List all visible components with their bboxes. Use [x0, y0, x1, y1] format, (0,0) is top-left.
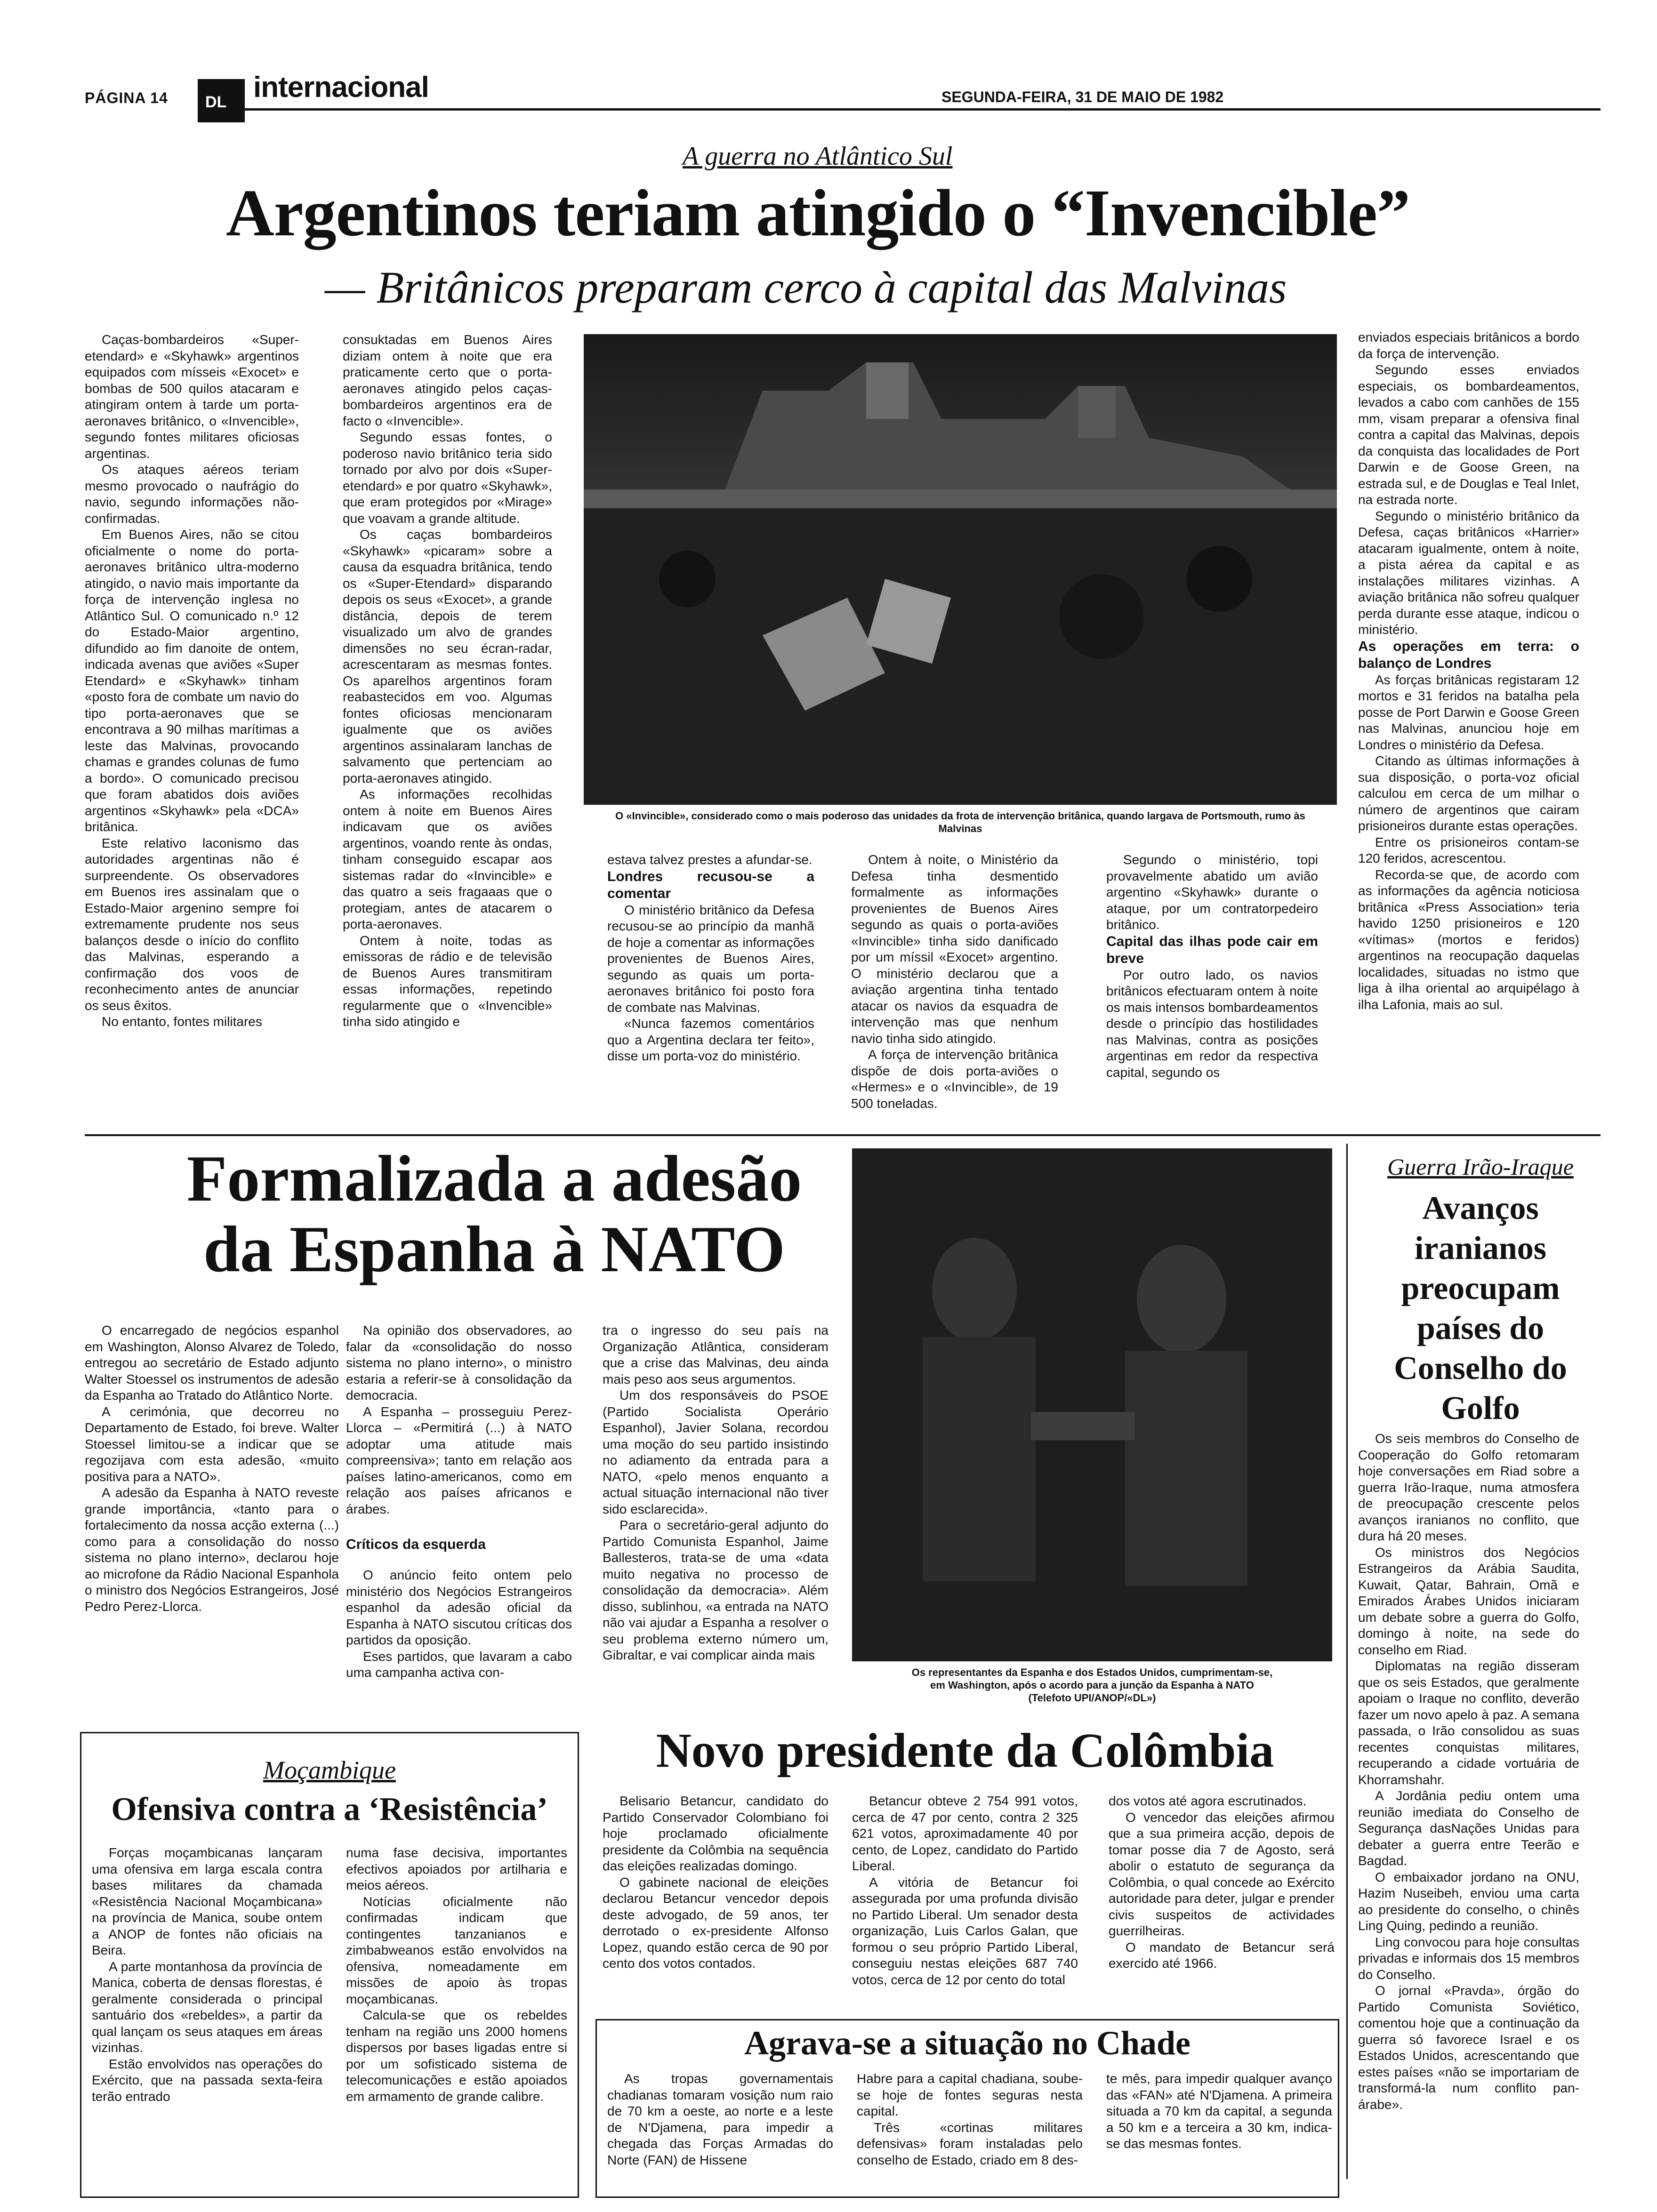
page-mark-badge [198, 79, 245, 122]
paragraph: Por outro lado, os navios britânicos efectuaram ontem à noite os mais intensos bombardeamentos desde o princípio das hostilidades nas Malvinas, contra as posições argentinas em redor da respectiva capital, segundo os [1106, 967, 1318, 1080]
paragraph: Forças moçambicanas lançaram uma ofensiva em larga escala contra bases militares da chamada «Resistência Nacional Moçambicana» na província de Manica, soube ontem a ANOP de fontes não oficiais na Beira. [92, 1845, 322, 1957]
paragraph: Ling convocou para hoje consultas privadas e informais dos 15 membros do Conselho. [1358, 1934, 1579, 1982]
paragraph: A cerimónia, que decorreu no Departamento de Estado, foi breve. Walter Stoessel limitou-se a indicar que se regozijava com esta adesão, «muito positiva para a NATO». [85, 1404, 339, 1484]
lead-bottom-rule [85, 1134, 1601, 1136]
paragraph: Para o secretário-geral adjunto do Partido Comunista Espanhol, Jaime Ballesteros, trata-se de uma «data muito negativa no processo de consolidação da democracia». Além disso, sublinhou, «a entrada na NATO não vai ajudar a Espanha a resolver o seu problema externo número um, Gibraltar, e vai complicar ainda mais [603, 1518, 828, 1662]
invincible-photo [584, 334, 1337, 805]
lead-subheadline: — Britânicos preparam cerco à capital das Malvinas [325, 262, 1287, 313]
paragraph: tra o ingresso do seu país na Organização Atlântica, consideram que a crise das Malvinas, deu ainda mais peso aos seus argumentos. [603, 1323, 828, 1387]
paragraph: Habre para a capital chadiana, soube-se hoje de fontes seguras nesta capital. [857, 2071, 1083, 2118]
mozambique-column-1 [92, 1845, 322, 2184]
paragraph: «Nunca fazemos comentários quo a Argentina declara ter feito», disse um porta-voz do ministério. [607, 1016, 814, 1063]
invincible-photo-graphic [584, 334, 1337, 805]
paragraph: Segundo esses enviados especiais, os bombardeamentos, levados a cabo com canhões de 155 mm, visam preparar a ofensiva final contra a capital das Malvinas, depois da conquista das localidades de Port Darwin e de Goose Green, na estrada sul, e de Douglas e Teal Inlet, na estrada norte. [1358, 362, 1579, 507]
paragraph: Betancur obteve 2 754 991 votos, cerca de 47 por cento, contra 2 325 621 votos, aproximadamente 40 por cento, de Lopez, candidato do Partido Liberal. [852, 1794, 1078, 1873]
nato-photo [852, 1148, 1332, 1661]
paragraph: O anúncio feito ontem pelo ministério dos Negócios Estrangeiros espanhol da adesão oficial da Espanha à NATO siscutou críticas dos partidos da oposição. [346, 1568, 572, 1647]
paragraph: Os ataques aéreos teriam mesmo provocado o naufrágio do navio, segundo informações não-confirmadas. [85, 462, 299, 526]
paragraph: Segundo o ministério, topi provavelmente abatido um avião argentino «Skyhawk» durante o ataque, por um contratorpedeiro britânico. [1106, 852, 1318, 932]
paragraph: Belisario Betancur, candidato do Partido Conservador Colombiano foi hoje proclamado oficialmente presidente da Colômbia na sequência das eleições realizadas domingo. [603, 1794, 828, 1873]
colombia-column-3 [1109, 1793, 1335, 2014]
lead-column-6 [1358, 329, 1579, 1130]
paragraph: enviados especiais britânicos a bordo da força de intervenção. [1358, 330, 1579, 361]
mozambique-headline: Ofensiva contra a ‘Resistência’ [111, 1791, 548, 1827]
nato-photo-graphic [852, 1148, 1332, 1661]
section-title: internacional [253, 71, 429, 104]
masthead [0, 0, 1657, 122]
paragraph: dos votos até agora escrutinados. [1109, 1794, 1307, 1808]
paragraph: Recorda-se que, de acordo com as informações da agência noticiosa britânica «Press Association» teria havido 1250 prisioneiros e 120 «vítimas» (mortos e feridos) argentinos na reocupação daquelas localidades, situadas no istmo que liga à ilha oriental ao arquipélago à ilha Lafonia, mais ao sul. [1358, 867, 1579, 1012]
lead-column-1 [85, 332, 299, 1127]
paragraph: Ontem à noite, todas as emissoras de rádio e de televisão de Buenos Aures transmitiram essas informações, repetindo regularmente que o «Invencible» tinha sido atingido e [343, 933, 552, 1029]
nato-column-3 [603, 1322, 828, 1723]
paragraph: numa fase decisiva, importantes efectivos apoiados por artilharia e meios aéreos. [346, 1845, 567, 1892]
paragraph: O embaixador jordano na ONU, Hazim Nuseibeh, enviou uma carta ao presidente do conselho, o chinês Ling Quing, pedindo a reunião. [1358, 1869, 1579, 1933]
page-mark-text: DL [205, 93, 227, 111]
paragraph: A adesão da Espanha à NATO reveste grande importância, «tanto para o fortalecimento da nossa acção externa (...) como para a consolidação do nosso sistema no plano interno», declarou hoje ao microfone da Rádio Nacional Espanhola o ministro dos Negócios Estrangeiros, José Pedro Perez-Llorca. [85, 1485, 339, 1614]
paragraph: As informações recolhidas ontem à noite em Buenos Aires indicavam que os aviões argentinos, voando rente às ondas, tinham conseguido escapar aos sistemas radar do «Invincible» e das quatro a seis fragaaas que o protegiam, antes de atacarem o porta-aeronaves. [343, 787, 552, 931]
paragraph: O encarregado de negócios espanhol em Washington, Alonso Alvarez de Toledo, entregou ao secretário de Estado adjunto Walter Stoessel os instrumentos de adesão da Espanha ao Tratado do Atlântico Norte. [85, 1323, 339, 1403]
paragraph: Caças-bombardeiros «Super-etendard» e «Skyhawk» argentinos equipados com mísseis «Exocet» e bombas de 500 quilos atacaram e atingiram ontem à tarde um porta-aeronaves britânico, o «Invencible», segundo fontes militares oficiosas argentinas. [85, 332, 299, 461]
chad-headline: Agrava-se a situação no Chade [744, 2024, 1190, 2062]
lead-column-2 [343, 332, 552, 1127]
gulf-headline: Avanços iranianos preocupam países do Conselho do Golfo [1394, 1190, 1567, 1427]
paragraph: As forças britânicas registaram 12 mortos e 31 feridos na batalha pela posse de Port Darwin e Goose Green nas Malvinas, anunciou hoje em Londres o ministério da Defesa. [1358, 672, 1579, 752]
paragraph: A Jordânia pediu ontem uma reunião imediata do Conselho de Segurança dasNações Unidas para debater a guerra entre Teerão e Bagdad. [1358, 1788, 1579, 1868]
mozambique-kicker: Moçambique [263, 1756, 396, 1784]
paragraph: estava talvez prestes a afundar-se. [607, 852, 812, 867]
gulf-kicker: Guerra Irão-Iraque [1387, 1154, 1574, 1180]
paragraph: A vitória de Betancur foi assegurada por uma profunda divisão no Partido Liberal. Um senador desta organização, Luis Carlos Galan, que formou o seu próprio Partido Liberal, conseguiu nestas eleições 687 740 votos, cerca de 12 por cento do total [852, 1875, 1078, 1987]
paragraph: Os seis membros do Conselho de Cooperação do Golfo retomaram hoje conversações em Riad sobre a guerra Irão-Iraque, numa atmosfera de preocupação crescente pelos avanços iranianos no conflito, que dura há 20 meses. [1358, 1431, 1579, 1543]
paragraph: Diplomatas na região disseram que os seis Estados, que geralmente apoiam o Iraque no conflito, deverão fazer um novo apelo à paz. A semana passada, o Irão consolidou as suas recentes conquistas militares, recuperando a cidade vortuária de Khorramshahr. [1358, 1659, 1579, 1787]
paragraph: Notícias oficialmente não confirmadas indicam que contingentes tanzanianos e zimbabweanos estão envolvidos na ofensiva, nomeadamente em missões de apoio às tropas moçambicanas. [346, 1894, 567, 2006]
paragraph: Ontem à noite, o Ministério da Defesa tinha desmentido formalmente as informações provenientes de Buenos Aires segundo as quais o porta-aviões «Invincible» tinha sido danificado por um míssil «Exocet» argentino. O ministério declarou que a aviação argentina tinha tentado atacar os navios da esquadra de intervenção mas que nenhum navio tinha sido atingido. [851, 852, 1058, 1046]
paragraph: A Espanha – prosseguiu Perez-Llorca – «Permitirá (...) à NATO adoptar uma atitude mais compreensiva»; tanto em relação aos países latino-americanos, como em relação aos países africanos e árabes. [346, 1404, 572, 1516]
lead-column-5 [1106, 852, 1318, 1130]
chad-column-1 [607, 2071, 833, 2193]
paragraph: Três «cortinas militares defensivas» foram instaladas pelo conselho de Estado, criado em 8 des- [857, 2120, 1083, 2167]
colombia-column-1 [603, 1793, 828, 2014]
paragraph: Um dos responsáveis do PSOE (Partido Socialista Operário Espanhol), Javier Solana, recordou uma moção do seu partido insistindo no adiamento da entrada para a NATO, «pelo menos enquanto a actual situação internacional não tiver sido esclarecida». [603, 1388, 828, 1516]
subheading-operations: As operações em terra: o balanço de Londres [1358, 638, 1579, 671]
lead-column-4 [851, 852, 1058, 1130]
paragraph: Este relativo laconismo das autoridades argentinas não é surpreendente. Os observadores em Buenos ires assinalam que o Estado-Maior argenino sempre foi extremamente prudente nos seus balanços desde o início do conflito das Malvinas, esperando a confirmação dos voos de reconhecimento antes de anunciar os seus êxitos. [85, 835, 299, 1013]
lead-column-3 [607, 852, 814, 1130]
paragraph: Os caças bombardeiros «Skyhawk» «picaram» sobre a causa da esquadra britânica, tendo os «Super-Etendard» disparando depois os seus «Exocet», a grande distância, depois de terem visualizado um alvo de grandes dimensões no seu écran-radar, acrescentaram as mesmas fontes. Os aparelhos argentinos foram reabastecidos em voo. Algumas fontes oficiosas mencionaram igualmente que os aviões argentinos assinalaram lanchas de salvamento que pertenciam ao porta-aeronaves atingido. [343, 527, 552, 785]
paragraph: Citando as últimas informações à sua disposição, o porta-voz oficial calculou em cerca de um milhar o número de argentinos que cairam prisioneiros durante estas operações. [1358, 753, 1579, 833]
chad-column-3 [1106, 2071, 1332, 2193]
paragraph: te mês, para impedir qualquer avanço das «FAN» até N'Djamena. A primeira situada a 70 km da capital, a segunda a 50 km e a terceira a 30 km, indica-se das mesmas fontes. [1106, 2071, 1332, 2151]
page-date: SEGUNDA-FEIRA, 31 DE MAIO DE 1982 [941, 88, 1224, 105]
nato-column-1 [85, 1322, 339, 1723]
paragraph: Os ministros dos Negócios Estrangeiros da Arábia Saudita, Kuwait, Qatar, Bahrain, Omã e Emirados Árabes Unidos iniciaram um debate sobre a guerra do Golfo, domingo à noite, na sede do conselho em Riad. [1358, 1545, 1579, 1657]
subheading-critics: Críticos da esquerda [346, 1537, 486, 1552]
paragraph: Em Buenos Aires, não se citou oficialmente o nome do porta-aeronaves britânico ultra-moderno atingido, o navio mais importante da força de intervenção inglesa no Atlântico Sul. O comunicado n.º 12 do Estado-Maior argentino, difundido ao fim danoite de ontem, indicada avenas que aviões «Super Etendard» e «Skyhawk» tinham «posto fora de combate um navio do tipo porta-aeronaves que se encontrava a 90 milhas marítimas a leste das Malvinas, provocando chamas e grandes colunas de fumo a bordo». O comunicado precisou que foram abatidos dois aviões argentinos «Skyhawk» pela «DCA» britânica. [85, 527, 299, 834]
nato-caption-line-1: Os representantes da Espanha e dos Estados Unidos, cumprimentam-se, [911, 1667, 1273, 1678]
paragraph: Calcula-se que os rebeldes tenham na região uns 2000 homens dispersos por bases ligadas entre si por um sofisticado sistema de telecomunicações e estão apoiados em armamento de grande calibre. [346, 2008, 567, 2104]
paragraph: O vencedor das eleições afirmou que a sua primeira acção, depois de tomar posse dia 7 de Agosto, será abolir o estatuto de segurança da Colômbia, o qual concede ao Exército autoridade para deter, julgar e prender civis suspeitos de actividades guerrilheiras. [1109, 1810, 1335, 1938]
paragraph: No entanto, fontes militares [102, 1014, 262, 1029]
gulf-divider [1346, 1144, 1348, 2179]
nato-caption-line-2: em Washington, após o acordo para a junção da Espanha à NATO [930, 1679, 1254, 1691]
paragraph: O jornal «Pravda», órgão do Partido Comunista Soviético, comentou hoje que a continuação da guerra só favorece Israel e os Estados Unidos, acrescentando que estes países «não se importariam de transformá-la num conflito pan-árabe». [1358, 1983, 1579, 2112]
lead-kicker: A guerra no Atlântico Sul [683, 142, 953, 171]
nato-headline-line-1: Formalizada a adesão [186, 1142, 802, 1215]
chad-column-2 [857, 2071, 1083, 2193]
paragraph: Eses partidos, que lavaram a cabo uma campanha activa con- [346, 1649, 572, 1680]
paragraph: A força de intervenção britânica dispõe de dois porta-aviões o «Hermes» e o «Invincible», de 19 500 toneladas. [851, 1047, 1058, 1111]
nato-headline [141, 1144, 847, 1285]
page-number: PÁGINA 14 [85, 89, 168, 106]
colombia-column-2 [852, 1793, 1078, 2014]
nato-column-2 [346, 1322, 572, 1723]
nato-headline-line-2: da Espanha à NATO [203, 1213, 785, 1286]
gulf-body [1358, 1431, 1579, 2184]
paragraph: Segundo o ministério britânico da Defesa, caças britânicos «Harrier» atacaram igualmente, ontem à noite, a pista aérea da capital e as instalações militares vizinhas. A aviação britânica não sofreu qualquer perda durante esse ataque, indicou o ministério. [1358, 508, 1579, 637]
subheading-london: Londres recusou-se a comentar [607, 868, 814, 901]
paragraph: Estão envolvidos nas operações do Exército, que na passada sexta-feira terão entrado [92, 2056, 322, 2104]
paragraph: Na opinião dos observadores, ao falar da «consolidação do nosso sistema no plano interno», o ministro estaria a referir-se à consolidação da democracia. [346, 1323, 572, 1403]
paragraph: A parte montanhosa da província de Manica, coberta de densas florestas, é geralmente considerada o principal santuário dos «rebeldes», a partir da qual lançam os seus ataques em áreas vizinhas. [92, 1959, 322, 2055]
paragraph: O mandato de Betancur será exercido até 1966. [1109, 1940, 1335, 1971]
invincible-photo-caption: O «Invincible», considerado como o mais poderoso das unidades da frota de intervenção britânica, quando largava de Portsmouth, rumo às Malvinas [615, 810, 1305, 834]
colombia-headline: Novo presidente da Colômbia [656, 1723, 1274, 1778]
mozambique-column-2 [346, 1845, 567, 2184]
paragraph: O ministério britânico da Defesa recusou-se ao princípio da manhã de hoje a comentar as informações provenientes de Buenos Aires, segundo as quais um porta-aeronaves britânico foi posto fora de combate nas Malvinas. [607, 902, 814, 1015]
nato-caption-line-3: (Telefoto UPI/ANOP/«DL») [1028, 1692, 1156, 1704]
paragraph: As tropas governamentais chadianas tomaram vosição num raio de 70 km a oeste, ao norte e a leste de N'Djamena, para impedir a chegada das Forças Armadas do Norte (FAN) de Hissene [607, 2071, 833, 2167]
paragraph: O gabinete nacional de eleições declarou Betancur vencedor depois deste advogado, de 59 anos, ter derrotado o ex-presidente Alfonso Lopez, quando estão cerca de 90 por cento dos votos contados. [603, 1875, 828, 1971]
subheading-capital: Capital das ilhas pode cair em breve [1106, 933, 1318, 966]
paragraph: Entre os prisioneiros contam-se 120 feridos, acrescentou. [1358, 834, 1579, 866]
masthead-rule [245, 108, 1601, 111]
paragraph: consuktadas em Buenos Aires diziam ontem à noite que era praticamente certo que o porta-aeronaves atingido pelos caças-bombardeiros argentinos era de facto o «Invencible». [343, 332, 552, 428]
paragraph: Segundo essas fontes, o poderoso navio britânico teria sido tornado por alvo por dois «Super-etendard» e por quatro «Skyhawk», que eram protegidos por «Mirage» que voavam a grande altitude. [343, 430, 552, 526]
nato-photo-caption [852, 1666, 1332, 1704]
lead-headline: Argentinos teriam atingido o “Invencible” [226, 176, 1410, 250]
